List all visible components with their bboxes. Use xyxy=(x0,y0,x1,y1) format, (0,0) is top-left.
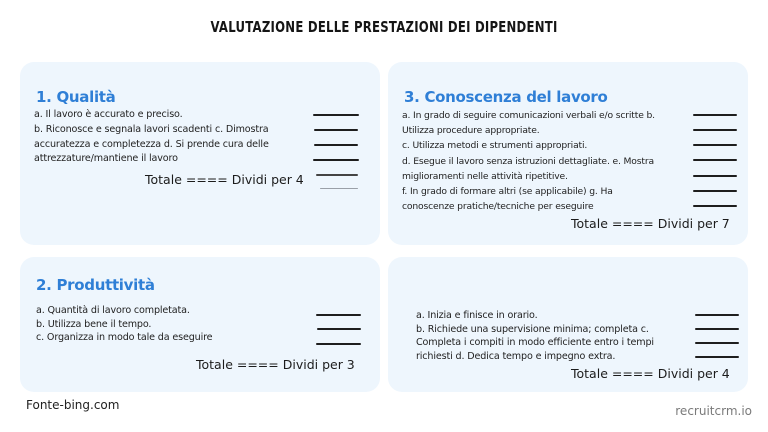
criteria-line: a. Quantità di lavoro completata. xyxy=(36,305,190,316)
score-blank[interactable] xyxy=(316,343,361,345)
score-blank[interactable] xyxy=(693,144,737,146)
criteria-line: c. Organizza in modo tale da eseguire xyxy=(36,332,213,343)
score-blank[interactable] xyxy=(693,190,737,192)
total-formula: Totale ==== Dividi per 7 xyxy=(571,216,730,231)
criteria-line: richiesti d. Dedica tempo e impegno extra. xyxy=(416,350,616,362)
section-card-productivity xyxy=(20,257,380,392)
section-card-quality xyxy=(20,62,380,245)
score-blank[interactable] xyxy=(316,314,361,316)
criteria-list xyxy=(402,108,655,214)
score-blank[interactable] xyxy=(314,129,358,131)
criteria-line: b. Utilizza bene il tempo. xyxy=(36,318,152,330)
criteria-line: conoscenze pratiche/tecniche per eseguire xyxy=(402,201,594,213)
total-formula: Totale ==== Dividi per 3 xyxy=(196,357,355,372)
criteria-line: f. In grado di formare altri (se applicabile) g. Ha xyxy=(402,186,613,198)
criteria-line: Utilizza procedure appropriate. xyxy=(402,125,540,137)
section-heading: 1. Qualità xyxy=(36,88,116,106)
source-credit-left: Fonte-bing.com xyxy=(26,398,120,412)
criteria-list xyxy=(34,108,269,167)
score-blank[interactable] xyxy=(693,159,737,161)
score-blank[interactable] xyxy=(313,159,359,161)
score-blank[interactable] xyxy=(695,314,739,316)
criteria-line: accuratezza e completezza d. Si prende cura delle xyxy=(34,138,269,150)
criteria-line: b. Richiede una supervisione minima; completa c. xyxy=(416,323,649,335)
criteria-line: a. In grado di seguire comunicazioni verbali e/o scritte b. xyxy=(402,110,655,121)
score-blank[interactable] xyxy=(314,144,358,146)
total-formula: Totale ==== Dividi per 4 xyxy=(571,366,730,381)
criteria-line: a. Il lavoro è accurato e preciso. xyxy=(34,109,183,120)
total-formula: Totale ==== Dividi per 4 xyxy=(145,172,304,187)
score-blank[interactable] xyxy=(316,174,358,176)
criteria-line: Completa i compiti in modo efficiente entro i tempi xyxy=(416,337,654,349)
criteria-list xyxy=(416,309,654,363)
score-blank[interactable] xyxy=(693,129,737,131)
section-heading: 2. Produttività xyxy=(36,276,155,294)
score-blank[interactable] xyxy=(320,188,358,189)
section-heading: 3. Conoscenza del lavoro xyxy=(404,88,608,106)
score-blank[interactable] xyxy=(693,114,737,116)
criteria-line: c. Utilizza metodi e strumenti appropriati. xyxy=(402,140,588,152)
score-blank[interactable] xyxy=(695,328,739,330)
score-blank[interactable] xyxy=(693,205,737,207)
score-blank[interactable] xyxy=(695,356,739,358)
source-credit-right: recruitcrm.io xyxy=(675,404,752,418)
criteria-line: miglioramenti nelle attività ripetitive. xyxy=(402,170,568,182)
criteria-line: a. Inizia e finisce in orario. xyxy=(416,310,538,321)
criteria-line: attrezzature/mantiene il lavoro xyxy=(34,153,178,165)
score-blank[interactable] xyxy=(695,342,739,344)
score-blank[interactable] xyxy=(313,114,359,116)
section-card-job-knowledge xyxy=(388,62,748,245)
score-blank[interactable] xyxy=(317,328,361,330)
criteria-line: b. Riconosce e segnala lavori scadenti c. Dimostra xyxy=(34,123,269,135)
criteria-list xyxy=(36,304,212,345)
page-title: VALUTAZIONE DELLE PRESTAZIONI DEI DIPENDENTI xyxy=(210,18,558,36)
criteria-line: d. Esegue il lavoro senza istruzioni dettagliate. e. Mostra xyxy=(402,155,654,167)
score-blank[interactable] xyxy=(693,175,737,177)
section-card-dependability xyxy=(388,257,748,392)
